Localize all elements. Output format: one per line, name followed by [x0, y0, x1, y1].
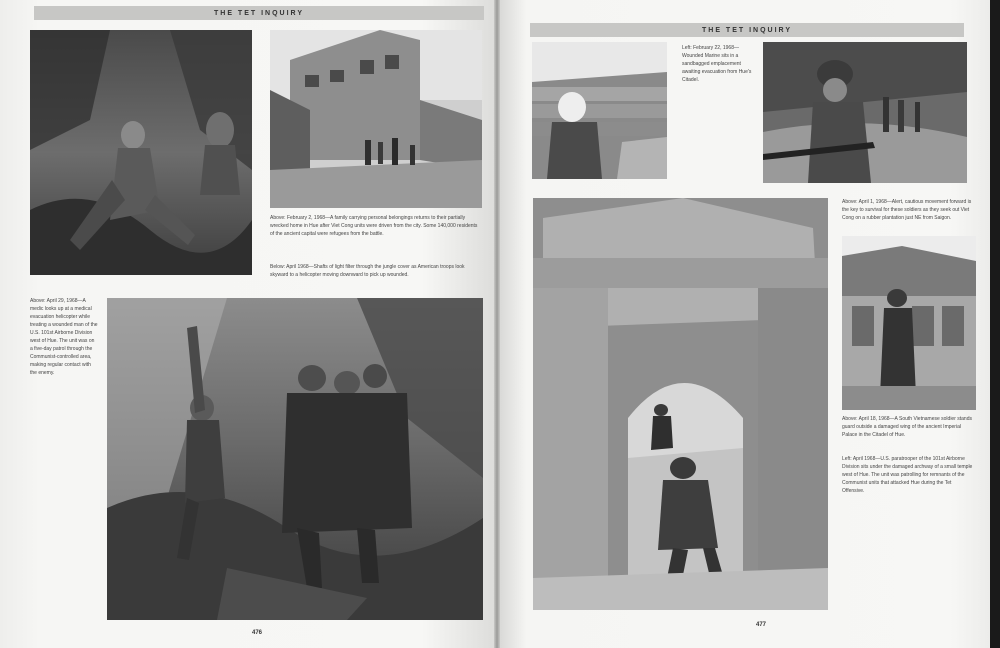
caption-paratrooper: Left: April 1968—U.S. paratrooper of the 101st Airborne Division sits under the damaged archway of a small temple west of Hue. The unit was patrolling for remnants of the Communist units that attacked Hue during the Tet Offensive. — [842, 456, 973, 494]
photo-ruined-archway — [533, 198, 828, 610]
photo-ruined-archway-image — [533, 198, 828, 610]
photo-wounded-marine — [532, 42, 667, 179]
caption-palace-guard: Above: April 18, 1968—A South Vietnamese soldier stands guard outside a damaged wing of the ancient Imperial Palace in the Citadel of Hue. — [842, 416, 972, 438]
photo-hue-street — [270, 30, 482, 208]
photo-palace-guard-image — [842, 236, 976, 410]
page-number-right: 477 — [756, 622, 767, 628]
caption-wounded-marine: Left: February 22, 1968—Wounded Marine sits in a sandbagged emplacement awaiting evacuation from Hue's Citadel. — [682, 45, 752, 83]
photo-medic-jungle — [30, 30, 252, 275]
caption-medic: Above: April 29, 1968—A medic looks up at a medical evacuation helicopter while treating a wounded man of the U.S. 101st Airborne Division west of Hue. The unit was on a five-day patrol through the Communist-controlled area, making regular contact with the enemy. — [30, 298, 98, 376]
photo-soldier-rifle — [763, 42, 967, 183]
right-running-head — [530, 23, 964, 37]
left-running-head — [34, 6, 484, 20]
photo-soldier-rifle-image — [763, 42, 967, 183]
photo-hue-street-image — [270, 30, 482, 208]
page-number-left: 476 — [252, 630, 263, 636]
photo-wounded-marine-image — [532, 42, 667, 179]
caption-alert-movement: Above: April 1, 1968—Alert, cautious movement forward is the key to survival for these soldiers as they seek out Viet Cong on a rubber plantation just NE from Saigon. — [842, 199, 972, 221]
photo-medic-jungle-image — [30, 30, 252, 275]
left-running-head-text: THE TET INQUIRY — [213, 9, 305, 17]
photo-palace-guard — [842, 236, 976, 410]
right-running-head-text: THE TET INQUIRY — [701, 26, 793, 34]
background-edge — [990, 0, 1000, 648]
book-gutter — [494, 0, 500, 648]
photo-troops-helicopter-image — [107, 298, 483, 620]
caption-helicopter-light: Below: April 1968—Shafts of light filter through the jungle cover as American troops look skyward to a helicopter moving downward to pick up wounded. — [270, 264, 465, 278]
photo-troops-helicopter — [107, 298, 483, 620]
caption-hue-family: Above: February 2, 1968—A family carrying personal belongings returns to their partially wrecked home in Hue after Viet Cong units were driven from the city. Some 140,000 residents of the ancient capital were refugees from the battle. — [270, 215, 478, 237]
